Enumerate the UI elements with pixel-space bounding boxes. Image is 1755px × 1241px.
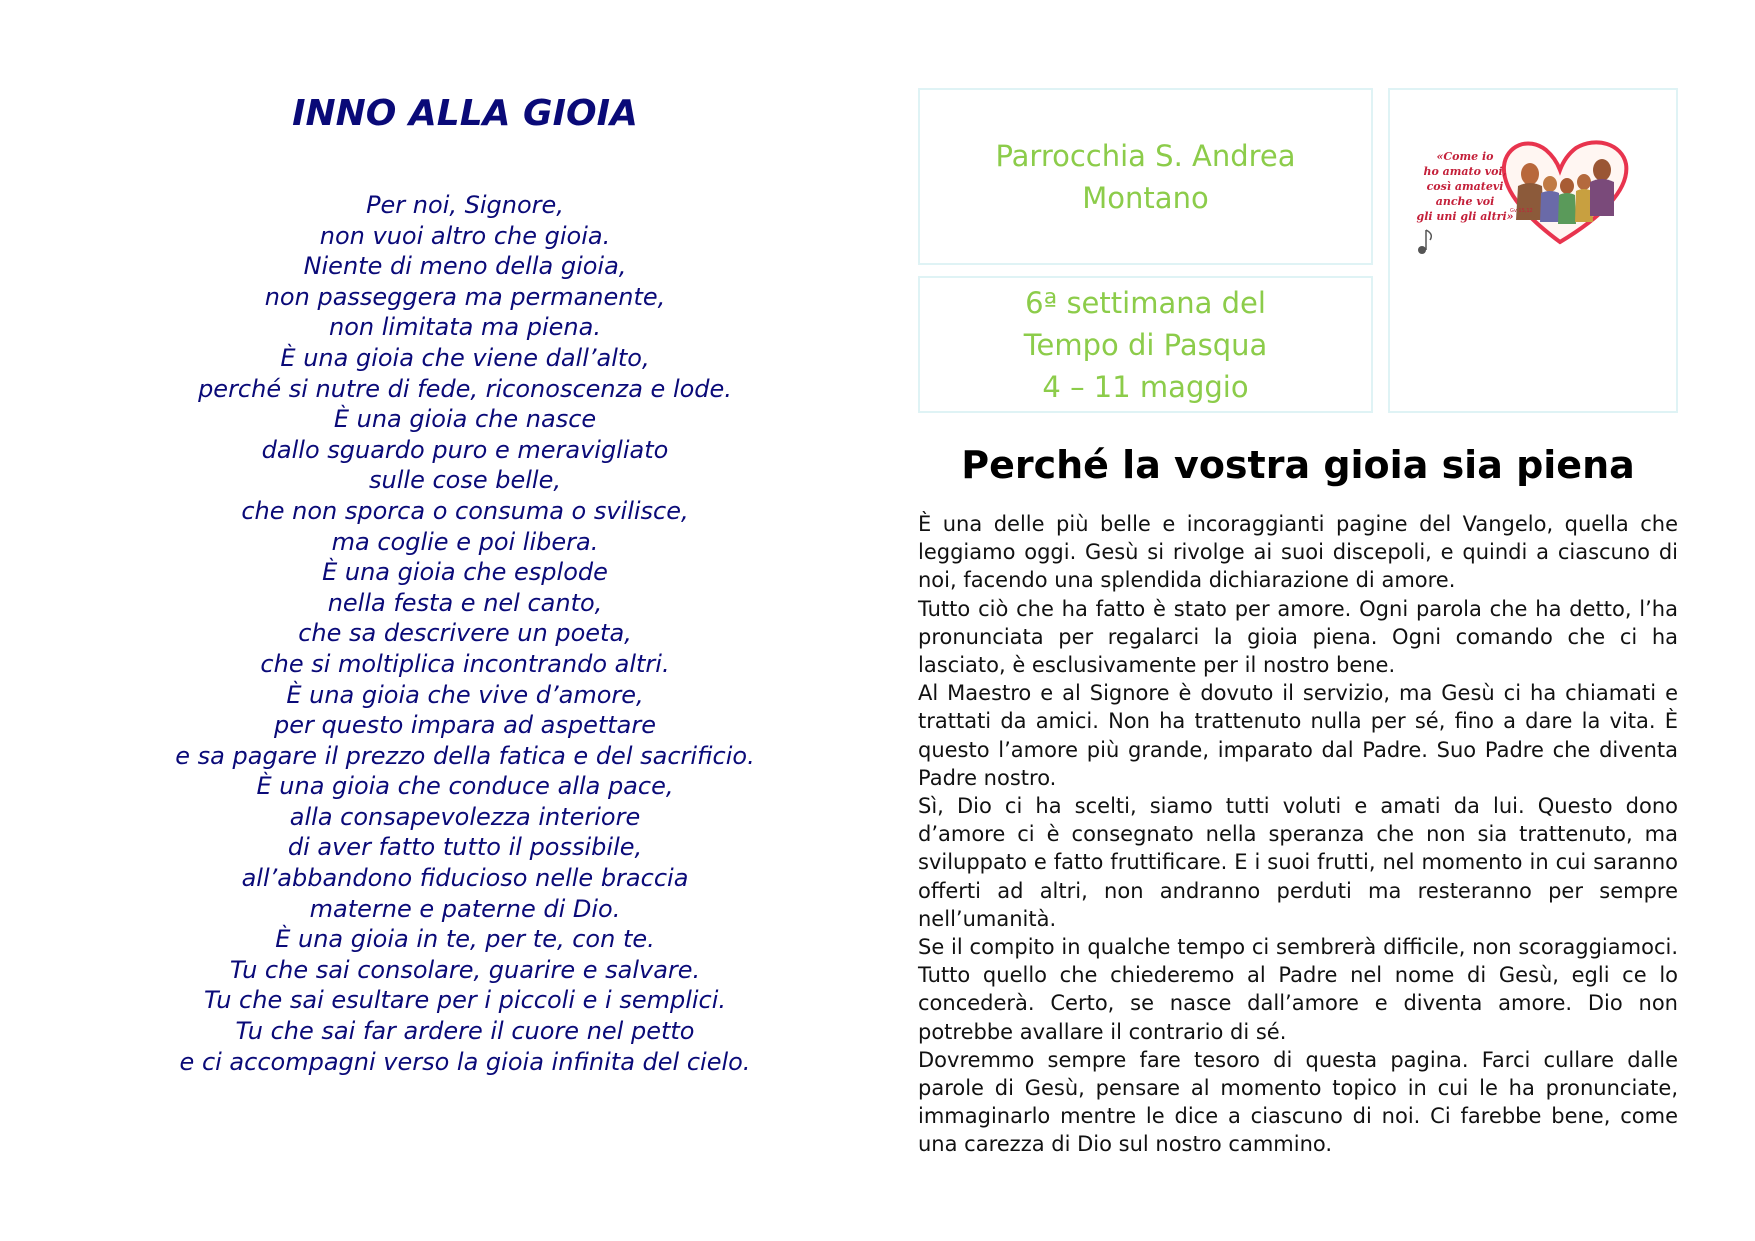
article-paragraph: Al Maestro e al Signore è dovuto il servizio, ma Gesù ci ha chiamati e trattati da amici. Non ha trattenuto nulla per sé, fino a dare la vita. È questo l’amore più grande, imparato dal Padre. Suo Padre che diventa Padre nostro. bbox=[918, 681, 1678, 790]
logo-box bbox=[1388, 88, 1678, 413]
poem-line: che non sporca o consuma o svilisce, bbox=[241, 496, 689, 525]
poem-line: all’abbandono fiducioso nelle braccia bbox=[241, 864, 689, 893]
logo-reference: Gv 15,12 bbox=[1510, 208, 1533, 214]
logo-quote-line: gli uni gli altri» bbox=[1416, 210, 1514, 223]
poem-line: non passeggera ma permanente, bbox=[264, 282, 666, 311]
poem-line: Tu che sai far ardere il cuore nel petto bbox=[235, 1017, 695, 1046]
poem-line: Tu che sai consolare, guarire e salvare. bbox=[229, 955, 701, 984]
poem-line: che sa descrivere un poeta, bbox=[298, 619, 632, 648]
heart-logo-image bbox=[1410, 130, 1660, 280]
poem-body bbox=[110, 190, 820, 1077]
poem-line: che si moltiplica incontrando altri. bbox=[260, 649, 670, 678]
liturgical-week bbox=[1024, 282, 1268, 408]
poem-line: dallo sguardo puro e meravigliato bbox=[261, 435, 669, 464]
article-paragraph: Tutto ciò che ha fatto è stato per amore. Ogni parola che ha detto, l’ha pronunciata per regalarci la gioia piena. Ogni comando che ci ha lasciato, è esclusivamente per il nostro bene. bbox=[918, 596, 1678, 678]
poem-line: È una gioia che esplode bbox=[322, 558, 608, 587]
parish-line: Parrocchia S. Andrea bbox=[995, 138, 1296, 173]
logo-quote-line: anche voi bbox=[1435, 195, 1495, 208]
poem-line: Niente di meno della gioia, bbox=[303, 252, 627, 281]
poem-line: e ci accompagni verso la gioia infinita del cielo. bbox=[179, 1047, 751, 1076]
poem-line: sulle cose belle, bbox=[369, 466, 561, 495]
poem-line: È una gioia che conduce alla pace, bbox=[256, 772, 674, 801]
article-title: Perché la vostra gioia sia piena bbox=[961, 443, 1635, 487]
poem-line: alla consapevolezza interiore bbox=[289, 802, 641, 831]
logo-quote-line: ho amato voi, bbox=[1423, 165, 1507, 178]
article-paragraph: Dovremmo sempre fare tesoro di questa pagina. Farci cullare dalle parole di Gesù, pensare al momento topico in cui le ha pronunciate, immaginarlo mentre le dice a ciascuno di noi. Ci farebbe bene, come una carezza di Dio sul nostro cammino. bbox=[918, 1047, 1678, 1157]
poem-line: ma coglie e poi libera. bbox=[331, 527, 599, 556]
poem-line: È una gioia che nasce bbox=[333, 405, 597, 434]
poem-line: È una gioia in te, per te, con te. bbox=[275, 925, 655, 954]
music-note-icon bbox=[1418, 230, 1431, 254]
poem-line: per questo impara ad aspettare bbox=[273, 711, 657, 740]
article-paragraph: Se il compito in qualche tempo ci sembrerà difficile, non scoraggiamoci. Tutto quello che chiederemo al Padre nel nome di Gesù, egli ce lo concederà. Certo, se nasce dall’amore e diventa amore. Dio non potrebbe avallare il contrario di sé. bbox=[918, 935, 1678, 1044]
poem-line: È una gioia che vive d’amore, bbox=[286, 680, 644, 709]
logo-quote-line: così amatevi bbox=[1426, 180, 1504, 193]
poem-title: INNO ALLA GIOIA bbox=[292, 93, 638, 134]
logo-quote-line: «Come io bbox=[1436, 150, 1494, 163]
poem-line: materne e paterne di Dio. bbox=[309, 894, 621, 923]
week-dates: 4 – 11 maggio bbox=[1042, 369, 1249, 404]
poem-line: Per noi, Signore, bbox=[366, 191, 564, 219]
parish-name bbox=[995, 135, 1295, 219]
liturgical-week-box bbox=[918, 276, 1373, 413]
poem-line: perché si nutre di fede, riconoscenza e lode. bbox=[198, 374, 732, 403]
poem-line: Tu che sai esultare per i piccoli e i semplici. bbox=[203, 986, 727, 1015]
poem-line: non vuoi altro che gioia. bbox=[319, 221, 611, 250]
parish-box bbox=[918, 88, 1373, 265]
poem-line: È una gioia che viene dall’alto, bbox=[280, 343, 650, 372]
poem-column bbox=[110, 88, 820, 1077]
article-body bbox=[918, 510, 1678, 1159]
article-paragraph: Sì, Dio ci ha scelti, siamo tutti voluti e amati da lui. Questo dono d’amore ci è consegnato nella speranza che non sia trattenuto, ma sviluppato e fatto fruttificare. E i suoi frutti, nel momento in cui saranno offerti ad altri, non andranno perduti ma resteranno per sempre nell’umanità. bbox=[918, 794, 1678, 931]
week-line: 6ª settimana del bbox=[1025, 285, 1266, 320]
poem-line: non limitata ma piena. bbox=[329, 313, 601, 342]
poem-line: di aver fatto tutto il possibile, bbox=[287, 833, 643, 862]
poem-line: nella festa e nel canto, bbox=[327, 588, 603, 617]
week-line: Tempo di Pasqua bbox=[1023, 327, 1268, 362]
article-paragraph: È una delle più belle e incoraggianti pagine del Vangelo, quella che leggiamo oggi. Gesù si rivolge ai suoi discepoli, e quindi a ciascuno di noi, facendo una splendida dichiarazione di amore. bbox=[918, 512, 1678, 593]
parish-line: Montano bbox=[1082, 180, 1209, 215]
poem-line: e sa pagare il prezzo della fatica e del sacrificio. bbox=[175, 741, 755, 770]
